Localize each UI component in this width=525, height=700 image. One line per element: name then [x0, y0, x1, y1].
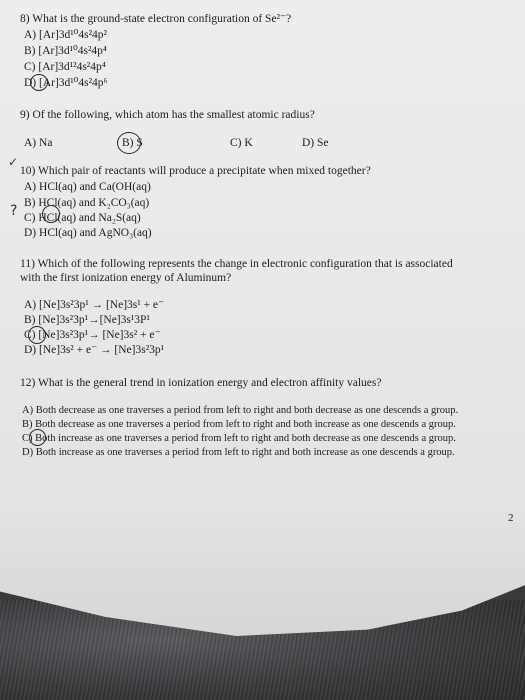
q9-option-b[interactable]: B) S — [122, 137, 143, 149]
question-11-text-line-1: 11) Which of the following represents the change in electronic configuration that is associated — [20, 258, 453, 270]
q10-option-c[interactable]: C) HCl(aq) and Na₂S(aq) — [24, 212, 141, 224]
q8-option-b[interactable]: B) [Ar]3d¹⁰4s²4p⁴ — [24, 45, 107, 57]
page-number: 2 — [508, 512, 514, 524]
q9-option-c[interactable]: C) K — [230, 137, 253, 149]
q12-option-c[interactable]: C) Both increase as one traverses a period from left to right and both decrease as one descends a group. — [22, 433, 456, 444]
q10-option-d[interactable]: D) HCl(aq) and AgNO₃(aq) — [24, 227, 152, 239]
q12-option-b[interactable]: B) Both decrease as one traverses a period from left to right and both increase as one descends a group. — [22, 419, 456, 430]
q12-option-a[interactable]: A) Both decrease as one traverses a period from left to right and both decrease as one descends a group. — [22, 405, 459, 416]
q9-option-a[interactable]: A) Na — [24, 137, 53, 149]
q9-answer-circle — [117, 132, 141, 154]
question-9-text: 9) Of the following, which atom has the smallest atomic radius? — [20, 109, 315, 121]
q8-option-a[interactable]: A) [Ar]3d¹⁰4s²4p² — [24, 29, 107, 41]
q11-option-d[interactable]: D) [Ne]3s² + e⁻ → [Ne]3s²3p¹ — [24, 344, 165, 356]
q9-option-d[interactable]: D) Se — [302, 137, 329, 149]
q12-option-d[interactable]: D) Both increase as one traverses a period from left to right and both increase as one descends a group. — [22, 447, 455, 458]
question-8-text: 8) What is the ground-state electron configuration of Se²⁻? — [20, 13, 292, 25]
q8-option-d[interactable]: D) [Ar]3d¹⁰4s²4p⁶ — [24, 77, 108, 89]
q11-option-c[interactable]: C) [Ne]3s²3p¹→ [Ne]3s² + e⁻ — [24, 329, 161, 341]
q10-answer-circle — [42, 205, 60, 223]
q10-option-a[interactable]: A) HCl(aq) and Ca(OH(aq) — [24, 181, 151, 193]
question-11-text-line-2: with the first ionization energy of Aluminum? — [20, 272, 232, 284]
question-10-text: 10) Which pair of reactants will produce a precipitate when mixed together? — [20, 165, 371, 177]
q12-answer-circle — [29, 429, 46, 446]
question-12-text: 12) What is the general trend in ionization energy and electron affinity values? — [20, 377, 382, 389]
q10-option-b[interactable]: B) HCl(aq) and K₂CO₃(aq) — [24, 197, 150, 209]
q8-answer-circle — [30, 74, 48, 91]
q11-answer-circle — [28, 326, 46, 344]
check-mark-icon: ✓ — [8, 155, 19, 169]
question-mark-annotation: ? — [10, 203, 18, 219]
q11-option-b[interactable]: B) [Ne]3s²3p¹→[Ne]3s¹3P¹ — [24, 314, 150, 326]
q8-option-c[interactable]: C) [Ar]3d¹²4s²4p⁴ — [24, 61, 106, 73]
q11-option-a[interactable]: A) [Ne]3s²3p¹ → [Ne]3s¹ + e⁻ — [24, 299, 165, 311]
